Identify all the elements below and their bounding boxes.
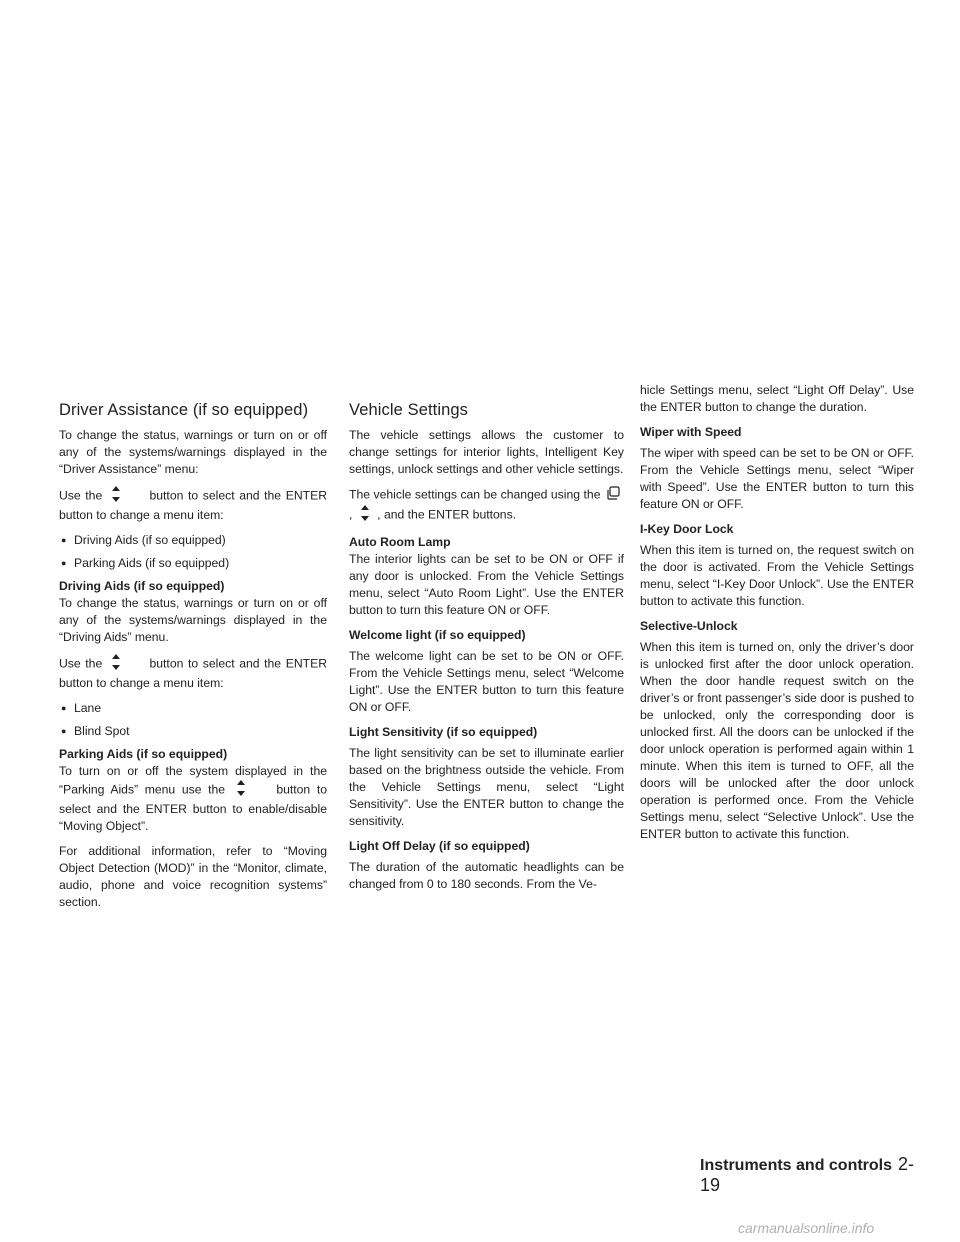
paragraph: The duration of the automatic headlights can be changed from 0 to 180 seconds. From the Ve- [349,860,624,891]
subheading-light-off-delay: Light Off Delay (if so equipped) [349,839,530,853]
up-down-arrows-icon [110,654,122,675]
footer-section-title: Instruments and controls [700,1157,893,1174]
subheading-light-sensitivity: Light Sensitivity (if so equipped) [349,725,538,739]
column-vehicle-settings-continued [640,382,914,851]
paragraph: For additional information, refer to “Moving Object Detection (MOD)” in the “Monitor, climate, audio, phone and voice recognition systems” section. [59,844,327,909]
column-driver-assistance [59,398,327,919]
subheading-i-key-door-lock: I-Key Door Lock [640,522,734,536]
paragraph: The interior lights can be set to be ON or OFF if any door is unlocked. From the Vehicle Settings menu, select “Auto Room Light”. Use the ENTER button to turn this feature ON or OFF. [349,552,624,617]
subheading-selective-unlock: Selective-Unlock [640,619,738,633]
paragraph: The light sensitivity can be set to illuminate earlier based on the brightness outside the vehicle. From the Vehicle Settings menu, select “Light Sensitivity”. Use the ENTER button to change the sensitivity. [349,746,624,828]
section-heading-vehicle-settings: Vehicle Settings [349,401,469,419]
paragraph: Use the button to select and the ENTER button to change a menu item: [59,654,327,692]
paragraph: To change the status, warnings or turn on or off any of the systems/warnings displayed in the “Driving Aids” menu. [59,596,327,644]
menu-item-list [59,700,327,740]
page-footer [700,1154,920,1196]
list-item: ● Parking Aids (if so equipped) [59,555,327,572]
column-vehicle-settings [349,398,624,901]
paragraph: The welcome light can be set to be ON or OFF. From the Vehicle Settings menu, select “Welcome Light”. Use the ENTER button to turn this feature ON or OFF. [349,649,624,714]
back-button-icon [607,486,621,505]
subheading-wiper-with-speed: Wiper with Speed [640,425,742,439]
paragraph: When this item is turned on, only the driver’s door is unlocked first after the door unlock operation. When the door handle request switch on the driver’s or front passenger’s side door is pushed to be unlocked, only the corresponding door is unlocked first. All the doors can be unlocked if the door unlock operation is performed again within 1 minute. When this item is turned to OFF, all the doors will be unlocked after the door unlock operation is performed once. From the Vehicle Settings menu, select “Selective Unlock”. Use the ENTER button to activate this function. [640,640,914,841]
paragraph: The vehicle settings allows the customer to change settings for interior lights, Intelligent Key settings, unlock settings and other vehicle settings. [349,428,624,476]
paragraph: When this item is turned on, the request switch on the door is activated. From the Vehicle Settings menu, select “I-Key Door Unlock”. Use the ENTER button to activate this function. [640,543,914,608]
menu-item-list [59,532,327,572]
page-number: 2-19 [700,1154,915,1195]
up-down-arrows-icon [359,505,371,526]
subheading-auto-room-lamp: Auto Room Lamp [349,535,451,549]
paragraph: The wiper with speed can be set to be ON or OFF. From the Vehicle Settings menu, select “Wiper with Speed”. Use the ENTER button to turn this feature ON or OFF. [640,446,914,511]
watermark: carmanualsonline.info [738,1220,875,1236]
section-heading-driver-assistance: Driver Assistance (if so equipped) [59,401,309,419]
list-item: ● Blind Spot [59,723,327,740]
paragraph: To change the status, warnings or turn on or off any of the systems/warnings displayed in the “Driver Assistance” menu: [59,428,327,476]
list-item: ● Driving Aids (if so equipped) [59,532,327,549]
list-item: ● Lane [59,700,327,717]
subheading-welcome-light: Welcome light (if so equipped) [349,628,526,642]
paragraph: hicle Settings menu, select “Light Off Delay”. Use the ENTER button to change the duration. [640,383,914,414]
subheading-driving-aids: Driving Aids (if so equipped) [59,579,225,593]
up-down-arrows-icon [110,486,122,507]
subheading-parking-aids: Parking Aids (if so equipped) [59,747,228,761]
paragraph: To turn on or off the system displayed in the “Parking Aids” menu use the button to select and the ENTER button to enable/disable “Moving Object”. [59,764,327,833]
paragraph: The vehicle settings can be changed using the , , and the ENTER buttons. [349,486,624,526]
paragraph: Use the button to select and the ENTER button to change a menu item: [59,486,327,524]
up-down-arrows-icon [235,780,247,801]
